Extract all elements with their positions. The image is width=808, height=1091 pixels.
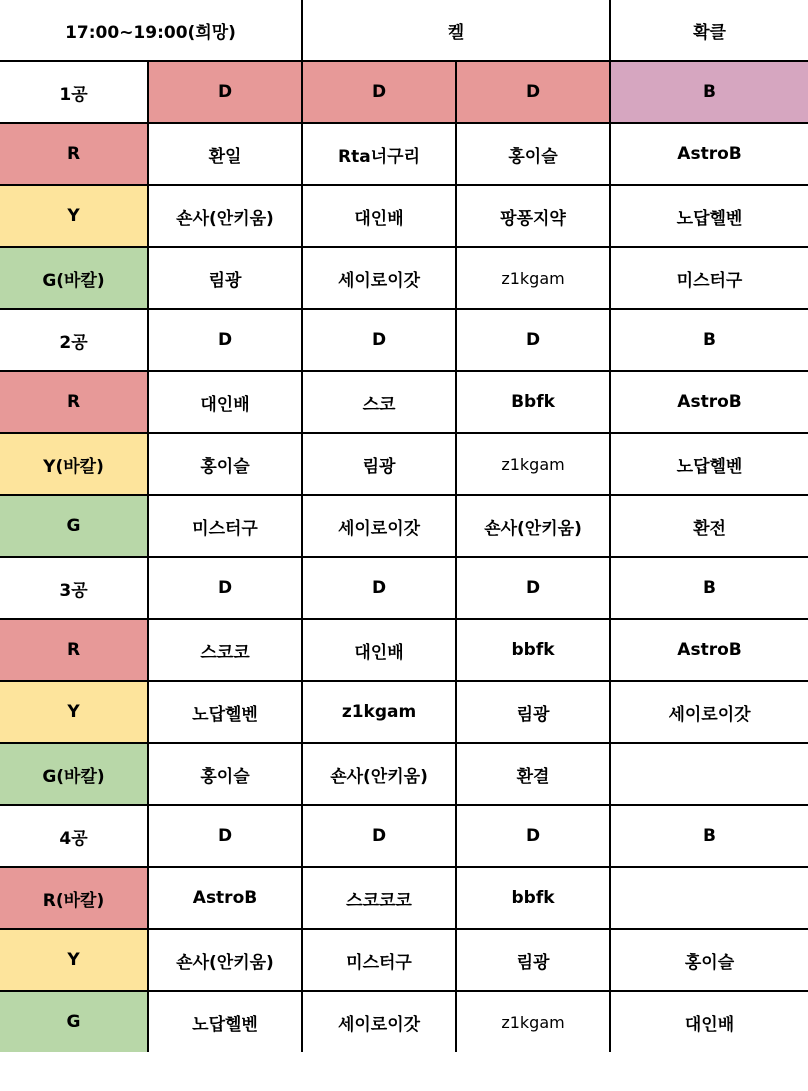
- row-label-cell[interactable]: 4공: [0, 805, 148, 867]
- slot-4-cell[interactable]: 세이로이갓: [610, 681, 808, 743]
- slot-3-cell[interactable]: 숀사(안키움): [456, 495, 610, 557]
- slot-1-cell[interactable]: 숀사(안키움): [148, 929, 302, 991]
- row-label-cell[interactable]: G(바칼): [0, 743, 148, 805]
- slot-4-cell[interactable]: B: [610, 309, 808, 371]
- slot-2-cell[interactable]: 숀사(안키움): [302, 743, 456, 805]
- table-row: [0, 929, 808, 991]
- header-hwakkeul[interactable]: 확클: [610, 0, 808, 61]
- table-row: [0, 433, 808, 495]
- slot-3-cell[interactable]: bbfk: [456, 867, 610, 929]
- slot-2-cell[interactable]: 스코코코: [302, 867, 456, 929]
- header-time-slot[interactable]: 17:00~19:00(희망): [0, 0, 302, 61]
- slot-2-cell[interactable]: D: [302, 805, 456, 867]
- table-row: [0, 557, 808, 619]
- slot-2-cell[interactable]: 세이로이갓: [302, 495, 456, 557]
- table-row: [0, 867, 808, 929]
- row-label-cell[interactable]: Y: [0, 185, 148, 247]
- table-row: [0, 743, 808, 805]
- slot-1-cell[interactable]: 홍이슬: [148, 433, 302, 495]
- table-row: [0, 681, 808, 743]
- row-label-cell[interactable]: G: [0, 495, 148, 557]
- slot-4-cell[interactable]: 대인배: [610, 991, 808, 1052]
- slot-2-cell[interactable]: z1kgam: [302, 681, 456, 743]
- slot-3-cell[interactable]: z1kgam: [456, 247, 610, 309]
- slot-3-cell[interactable]: D: [456, 309, 610, 371]
- row-label-cell[interactable]: Y(바칼): [0, 433, 148, 495]
- slot-3-cell[interactable]: z1kgam: [456, 991, 610, 1052]
- row-label-cell[interactable]: Y: [0, 929, 148, 991]
- row-label-cell[interactable]: G: [0, 991, 148, 1052]
- slot-1-cell[interactable]: 환일: [148, 123, 302, 185]
- row-label-cell[interactable]: Y: [0, 681, 148, 743]
- slot-1-cell[interactable]: 홍이슬: [148, 743, 302, 805]
- slot-1-cell[interactable]: D: [148, 61, 302, 123]
- row-label-cell[interactable]: G(바칼): [0, 247, 148, 309]
- slot-4-cell[interactable]: 노답헬벤: [610, 185, 808, 247]
- row-label-cell[interactable]: 1공: [0, 61, 148, 123]
- slot-3-cell[interactable]: 환결: [456, 743, 610, 805]
- slot-2-cell[interactable]: 대인배: [302, 619, 456, 681]
- slot-2-cell[interactable]: 림광: [302, 433, 456, 495]
- table-row: [0, 495, 808, 557]
- slot-2-cell[interactable]: 세이로이갓: [302, 247, 456, 309]
- header-kel[interactable]: 켈: [302, 0, 610, 61]
- slot-4-cell[interactable]: B: [610, 805, 808, 867]
- slot-4-cell[interactable]: [610, 867, 808, 929]
- slot-1-cell[interactable]: D: [148, 309, 302, 371]
- slot-1-cell[interactable]: 스코코: [148, 619, 302, 681]
- slot-3-cell[interactable]: 림광: [456, 929, 610, 991]
- row-label-cell[interactable]: R: [0, 123, 148, 185]
- table-row: [0, 247, 808, 309]
- table-row: [0, 123, 808, 185]
- slot-2-cell[interactable]: 스코: [302, 371, 456, 433]
- slot-2-cell[interactable]: D: [302, 557, 456, 619]
- slot-4-cell[interactable]: [610, 743, 808, 805]
- slot-4-cell[interactable]: 노답헬벤: [610, 433, 808, 495]
- slot-4-cell[interactable]: 홍이슬: [610, 929, 808, 991]
- slot-3-cell[interactable]: 팡퐁지약: [456, 185, 610, 247]
- slot-3-cell[interactable]: D: [456, 557, 610, 619]
- table-row: [0, 61, 808, 123]
- slot-2-cell[interactable]: D: [302, 309, 456, 371]
- row-label-cell[interactable]: R: [0, 619, 148, 681]
- slot-2-cell[interactable]: Rta너구리: [302, 123, 456, 185]
- table-row: [0, 371, 808, 433]
- slot-2-cell[interactable]: 세이로이갓: [302, 991, 456, 1052]
- slot-3-cell[interactable]: D: [456, 61, 610, 123]
- slot-3-cell[interactable]: Bbfk: [456, 371, 610, 433]
- row-label-cell[interactable]: 2공: [0, 309, 148, 371]
- slot-4-cell[interactable]: B: [610, 61, 808, 123]
- slot-4-cell[interactable]: 환전: [610, 495, 808, 557]
- slot-1-cell[interactable]: D: [148, 557, 302, 619]
- slot-4-cell[interactable]: AstroB: [610, 123, 808, 185]
- row-label-cell[interactable]: 3공: [0, 557, 148, 619]
- slot-3-cell[interactable]: z1kgam: [456, 433, 610, 495]
- slot-1-cell[interactable]: 림광: [148, 247, 302, 309]
- slot-2-cell[interactable]: D: [302, 61, 456, 123]
- slot-4-cell[interactable]: AstroB: [610, 371, 808, 433]
- slot-3-cell[interactable]: 홍이슬: [456, 123, 610, 185]
- slot-1-cell[interactable]: D: [148, 805, 302, 867]
- slot-4-cell[interactable]: AstroB: [610, 619, 808, 681]
- slot-1-cell[interactable]: 노답헬벤: [148, 681, 302, 743]
- header-row: [0, 0, 808, 61]
- slot-1-cell[interactable]: 대인배: [148, 371, 302, 433]
- slot-1-cell[interactable]: AstroB: [148, 867, 302, 929]
- slot-1-cell[interactable]: 미스터구: [148, 495, 302, 557]
- slot-2-cell[interactable]: 대인배: [302, 185, 456, 247]
- slot-4-cell[interactable]: B: [610, 557, 808, 619]
- table-row: [0, 309, 808, 371]
- slot-4-cell[interactable]: 미스터구: [610, 247, 808, 309]
- row-label-cell[interactable]: R(바칼): [0, 867, 148, 929]
- slot-1-cell[interactable]: 노답헬벤: [148, 991, 302, 1052]
- table-row: [0, 991, 808, 1052]
- table-row: [0, 805, 808, 867]
- table-row: [0, 185, 808, 247]
- table-row: [0, 619, 808, 681]
- slot-3-cell[interactable]: 림광: [456, 681, 610, 743]
- slot-2-cell[interactable]: 미스터구: [302, 929, 456, 991]
- slot-3-cell[interactable]: bbfk: [456, 619, 610, 681]
- row-label-cell[interactable]: R: [0, 371, 148, 433]
- slot-1-cell[interactable]: 숀사(안키움): [148, 185, 302, 247]
- slot-3-cell[interactable]: D: [456, 805, 610, 867]
